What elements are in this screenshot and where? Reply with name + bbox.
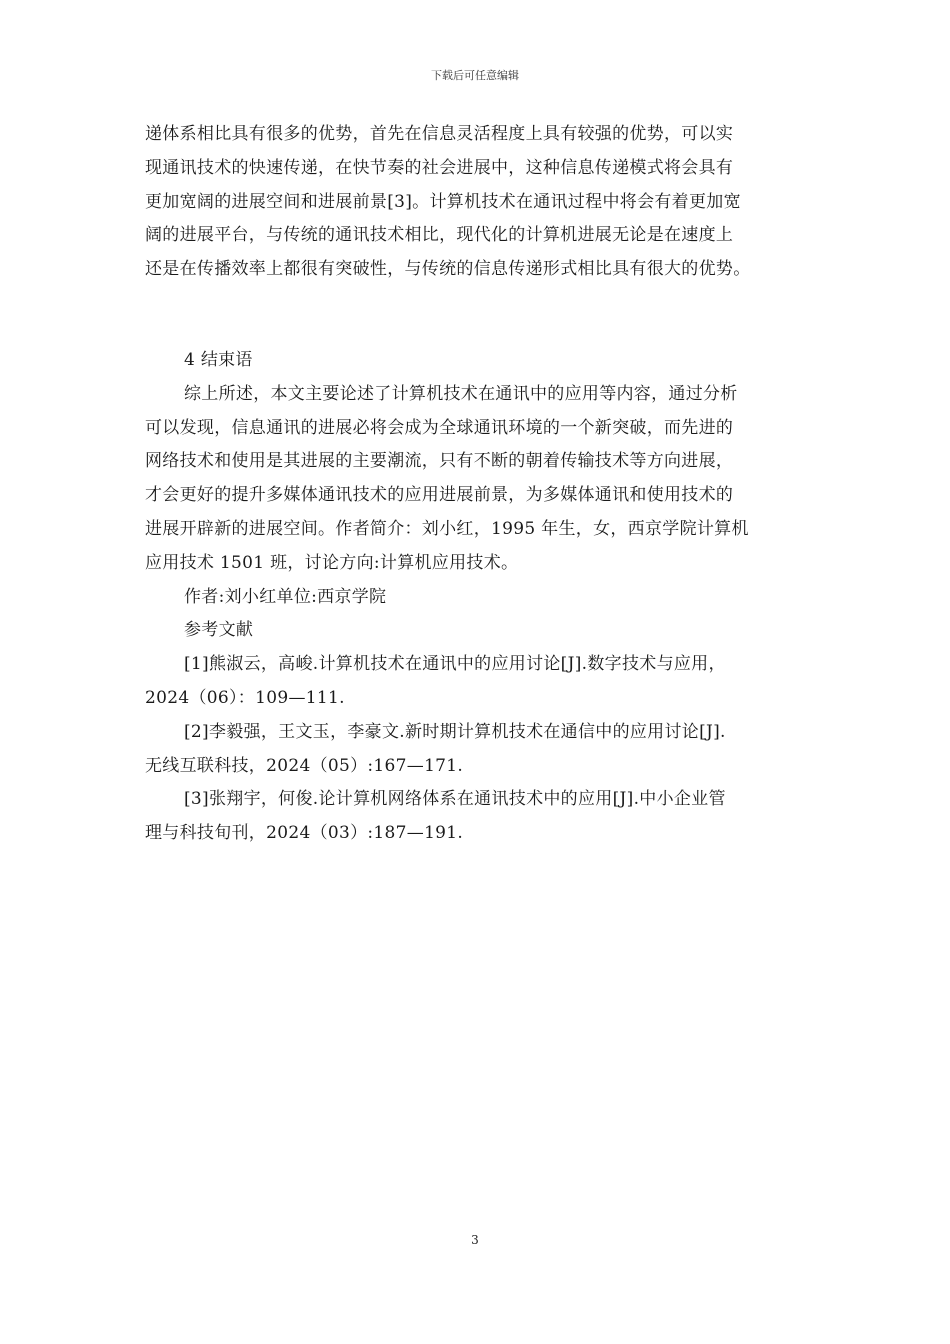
reference-item: [3]张翔宇，何俊.论计算机网络体系在通讯技术中的应用[J].中小企业管 bbox=[184, 789, 726, 810]
reference-item-continued: 理与科技旬刊，2024（03）:187—191. bbox=[145, 823, 464, 844]
reference-item-continued: 2024（06）：109—111. bbox=[145, 687, 345, 708]
reference-item: [2]李毅强，王文玉，李豪文.新时期计算机技术在通信中的应用讨论[J]. bbox=[184, 721, 726, 742]
text-line: 递体系相比具有很多的优势，首先在信息灵活程度上具有较强的优势，可以实 bbox=[145, 124, 734, 144]
paragraph-continued bbox=[145, 118, 815, 287]
text-line: 综上所述，本文主要论述了计算机技术在通讯中的应用等内容，通过分析 bbox=[184, 383, 738, 404]
page-header: 下载后可任意编辑 bbox=[431, 69, 519, 82]
references-heading: 参考文献 bbox=[184, 620, 254, 641]
section-heading: 4 结束语 bbox=[184, 350, 253, 370]
text-line: 更加宽阔的进展空间和进展前景[3]。计算机技术在通讯过程中将会有着更加宽 bbox=[145, 191, 741, 212]
reference-item: [1]熊淑云，高峻.计算机技术在通讯中的应用讨论[J].数字技术与应用， bbox=[184, 654, 726, 675]
conclusion-section bbox=[145, 344, 815, 851]
text-line: 才会更好的提升多媒体通讯技术的应用进展前景，为多媒体通讯和使用技术的 bbox=[145, 485, 734, 506]
text-line: 可以发现，信息通讯的进展必将会成为全球通讯环境的一个新突破，而先进的 bbox=[145, 417, 734, 438]
text-line: 现通讯技术的快速传递，在快节奏的社会进展中，这种信息传递模式将会具有 bbox=[145, 157, 734, 178]
text-line: 阔的进展平台，与传统的通讯技术相比，现代化的计算机进展无论是在速度上 bbox=[145, 225, 734, 246]
text-line: 还是在传播效率上都很有突破性，与传统的信息传递形式相比具有很大的优势。 bbox=[145, 259, 751, 280]
page-number: 3 bbox=[471, 1233, 479, 1247]
text-line: 网络技术和使用是其进展的主要潮流，只有不断的朝着传输技术等方向进展， bbox=[145, 451, 734, 472]
reference-item-continued: 无线互联科技，2024（05）:167—171. bbox=[145, 755, 464, 776]
text-line: 应用技术 1501 班，讨论方向:计算机应用技术。 bbox=[145, 552, 519, 573]
text-line: 进展开辟新的进展空间。作者简介：刘小红，1995 年生，女，西京学院计算机 bbox=[145, 518, 749, 539]
author-info: 作者:刘小红单位:西京学院 bbox=[184, 586, 387, 607]
